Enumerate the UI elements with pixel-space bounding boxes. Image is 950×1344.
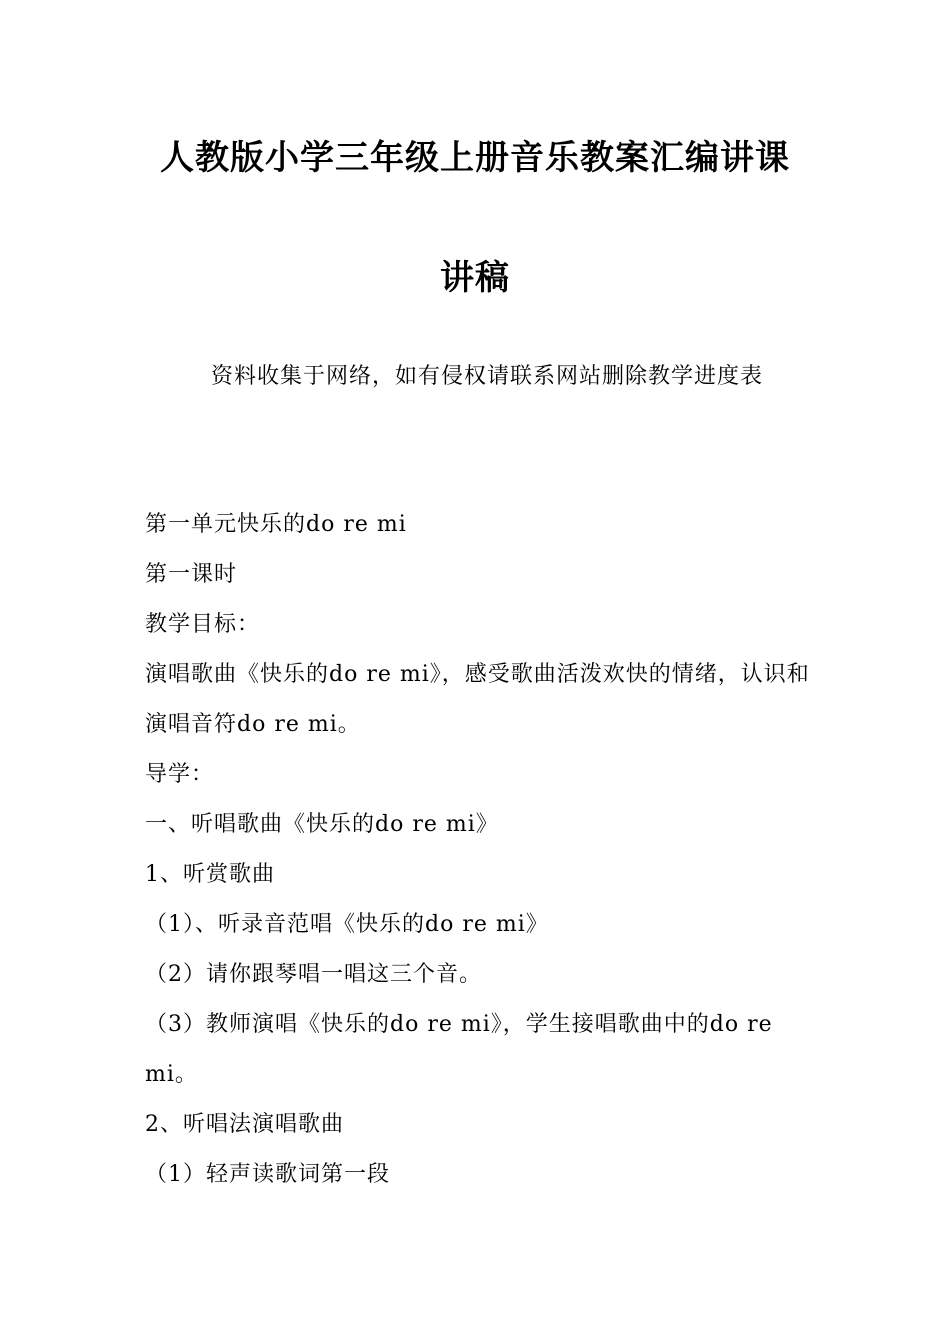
guide-heading: 导学： [145, 762, 215, 787]
lesson-heading: 第一课时 [145, 562, 238, 587]
step-item: （1）轻声读歌词第一段 [145, 1162, 390, 1187]
unit-heading: 第一单元快乐的do re mi [145, 512, 407, 537]
document-body [145, 500, 825, 1200]
step-item: （2）请你跟琴唱一唱这三个音。 [145, 962, 482, 987]
document-title-line-2: 讲稿 [440, 258, 510, 298]
section-heading: 一、听唱歌曲《快乐的do re mi》 [145, 812, 499, 837]
document-title-line-1: 人教版小学三年级上册音乐教案汇编讲课 [160, 138, 790, 178]
step-heading: 2、听唱法演唱歌曲 [145, 1112, 344, 1137]
intro-paragraph: 资料收集于网络，如有侵权请联系网站删除教学进度表 [211, 364, 764, 389]
objectives-text: 演唱歌曲《快乐的do re mi》，感受歌曲活泼欢快的情绪，认识和演唱音符do re mi。 [145, 662, 810, 737]
step-item: （3）教师演唱《快乐的do re mi》，学生接唱歌曲中的do re mi。 [145, 1012, 773, 1087]
step-item: （1）、听录音范唱《快乐的do re mi》 [145, 912, 549, 937]
objectives-heading: 教学目标： [145, 612, 261, 637]
step-heading: 1、听赏歌曲 [145, 862, 275, 887]
